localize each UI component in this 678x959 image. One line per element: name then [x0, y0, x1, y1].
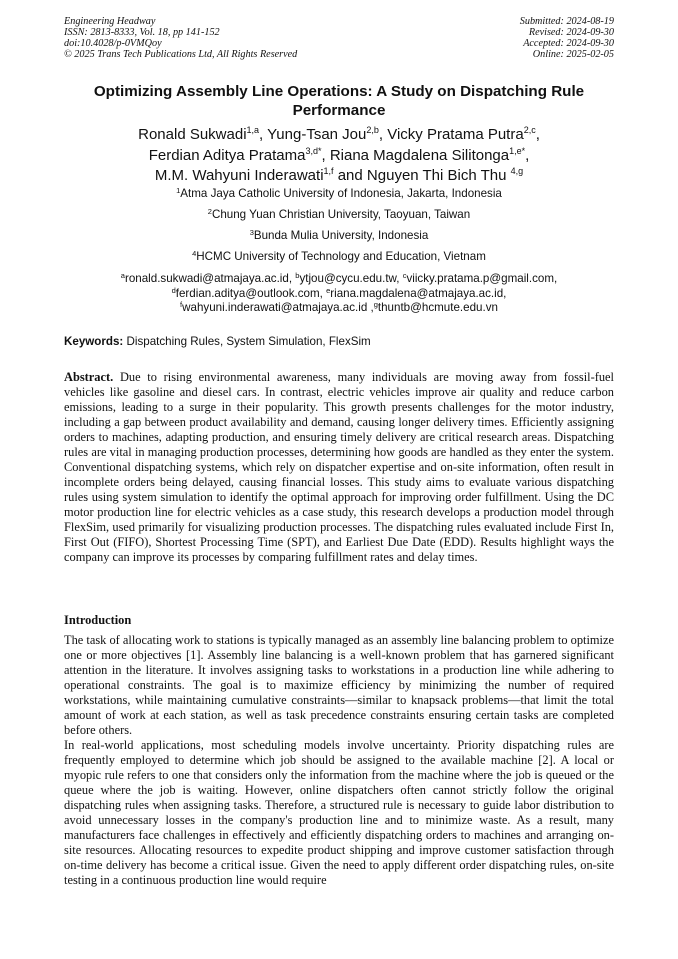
affiliation — [70, 248, 608, 269]
affiliation-text: Bunda Mulia University, Indonesia — [253, 229, 429, 242]
accepted-date: Accepted: 2024-09-30 — [523, 38, 614, 49]
paragraph: In real-world applications, most scheduling models involve uncertainty. Priority dispatching rules are frequently employed to determine which job should be assigned to the available machine [2]. A local or myopic rule refers to one that considers only the information from the machine where the job is queued or the queue where the job is waiting. However, online dispatchers often cannot strictly follow the original dispatching rules when assigning tasks. Therefore, a structured rule is necessary to guide labor distribution to avoid unnecessary losses in the company's production line and to minimize waste. As a result, many manufacturers face challenges in effectively and efficiently dispatching orders to machines and arranging on-site resources. Allocating resources to expedite product shipping and improve customer satisfaction through on-time delivery has become a critical issue. Given the need to apply different order dispatching rules, on-site testing in a continuous production line would require — [64, 738, 614, 887]
abstract — [64, 370, 614, 565]
abstract-text: Due to rising environmental awareness, many individuals are moving away from fossil-fuel vehicles like gasoline and diesel cars. In contrast, electric vehicles improve air quality and reduce carbon emissions, leading to a surge in their popularity. This growth presents challenges for the motor industry, including a gap between product availability and demand, causing longer delivery times. Efficiently assigning orders to machines, adapting production, and ensuring timely delivery are critical research areas. Dispatching rules are vital in managing production processes, determining how goods are handled as they enter the system. Conventional dispatching systems, which rely on dispatcher expertise and on-site information, often result in incomplete orders being delayed, causing financial losses. This study aims to evaluate various dispatching rules using system simulation to identify the optimal approach for improving order fulfillment. Using the DC motor production line for electric vehicles as a case study, this research develops a production model through FlexSim, used primarily for visualizing production processes. The dispatching rules evaluated include First In, First Out (FIFO), Shortest Processing Time (SPT), and Earliest Due Date (EDD). Results highlight ways the company can improve its processes by comparing fulfillment rates and delay times. — [64, 370, 614, 564]
paragraph: The task of allocating work to stations is typically managed as an assembly line balancing problem to optimize one or more objectives [1]. Assembly line balancing is a well-known problem that has garnered significant attention in the literature. It involves assigning tasks to workstations in a production line while adhering to operational constraints. The goal is to maximize efficiency by minimizing the number of required workstations, while maintaining cumulative constraints—similar to knapsack problems—that limit the total amount of work at each station, as well as task precedence constraints ensuring certain tasks are completed before others. — [64, 633, 614, 737]
online-date: Online: 2025-02-05 — [532, 49, 614, 60]
affiliation-list — [70, 185, 608, 269]
author-separator: , — [259, 126, 268, 143]
affiliation-number: 4 — [192, 249, 197, 258]
email-line — [70, 287, 608, 302]
header-right — [520, 16, 614, 60]
author-sup: 1,f — [323, 166, 334, 176]
author-name: Riana Magdalena Silitonga — [329, 146, 510, 164]
email-marker: g — [373, 300, 378, 309]
author-name: Vicky Pratama Putra — [387, 126, 524, 143]
submitted-date: Submitted: 2024-08-19 — [519, 16, 614, 27]
author-name: M.M. Wahyuni Inderawati — [154, 167, 324, 184]
author-line — [70, 125, 608, 146]
affiliation-text: Chung Yuan Christian University, Taoyuan, Taiwan — [211, 208, 471, 221]
author-line — [70, 146, 608, 167]
author-sup: 1,e* — [509, 145, 526, 156]
introduction-heading: Introduction — [64, 613, 132, 627]
author-line — [70, 166, 608, 187]
author-separator: , — [535, 126, 540, 143]
author-sup: 3,d* — [305, 145, 322, 156]
email-marker: f — [180, 300, 183, 309]
keywords-text: Dispatching Rules, System Simulation, FlexSim — [123, 335, 371, 348]
email-marker: a — [120, 271, 125, 280]
affiliation — [70, 185, 608, 206]
author-sup: 2,c — [523, 125, 536, 135]
affiliation-number: 2 — [207, 207, 212, 216]
author-list — [70, 125, 608, 187]
email-marker: e — [326, 285, 331, 295]
affiliation-number: 3 — [249, 228, 254, 237]
email-link[interactable]: wahyuni.inderawati@atmajaya.ac.id , — [182, 301, 374, 314]
keywords-label: Keywords: — [64, 335, 124, 348]
email-marker: c — [402, 271, 407, 280]
author-separator: , — [525, 146, 530, 164]
affiliation — [70, 206, 608, 227]
affiliation-text: Atma Jaya Catholic University of Indonesia, Jakarta, Indonesia — [180, 187, 502, 200]
author-separator: and — [333, 167, 367, 184]
email-line — [70, 272, 608, 287]
email-marker: d — [171, 285, 176, 295]
abstract-label: Abstract. — [64, 370, 114, 384]
copyright-line: © 2025 Trans Tech Publications Ltd, All Rights Reserved — [64, 49, 298, 60]
email-line — [70, 301, 608, 316]
email-marker: b — [295, 271, 300, 280]
author-name: Yung-Tsan Jou — [267, 126, 367, 143]
affiliation-text: HCMC University of Technology and Education, Vietnam — [196, 250, 486, 263]
author-sup: 4,g — [510, 166, 524, 176]
paper-title: Optimizing Assembly Line Operations: A Study on Dispatching Rule Performance — [93, 83, 585, 119]
journal-name: Engineering Headway — [64, 16, 156, 27]
email-link[interactable]: ronald.sukwadi@atmajaya.ac.id, — [124, 272, 296, 285]
email-link[interactable]: riana.magdalena@atmajaya.ac.id, — [330, 286, 507, 300]
keywords — [64, 334, 614, 349]
author-name: Ronald Sukwadi — [138, 126, 247, 143]
issn-line: ISSN: 2813-8333, Vol. 18, pp 141-152 — [64, 27, 220, 38]
email-link[interactable]: viicky.pratama.p@gmail.com, — [406, 272, 558, 285]
author-separator: , — [378, 126, 388, 143]
author-sup: 2,b — [366, 125, 379, 135]
doi-link[interactable]: doi:10.4028/p-0VMQoy — [64, 38, 162, 49]
email-link[interactable]: thuntb@hcmute.edu.vn — [377, 301, 498, 314]
email-link[interactable]: ytjou@cycu.edu.tw, — [299, 272, 403, 285]
author-sup: 1,a — [246, 125, 260, 135]
introduction-body — [64, 633, 614, 888]
revised-date: Revised: 2024-09-30 — [528, 27, 614, 38]
affiliation — [70, 227, 608, 248]
author-separator: , — [321, 146, 330, 164]
email-link[interactable]: ferdian.aditya@outlook.com, — [175, 286, 327, 300]
author-name: Ferdian Aditya Pratama — [148, 146, 306, 164]
header-left — [64, 16, 297, 60]
author-name: Nguyen Thi Bich Thu — [366, 167, 511, 184]
email-list — [70, 272, 608, 316]
affiliation-number: 1 — [176, 186, 181, 195]
